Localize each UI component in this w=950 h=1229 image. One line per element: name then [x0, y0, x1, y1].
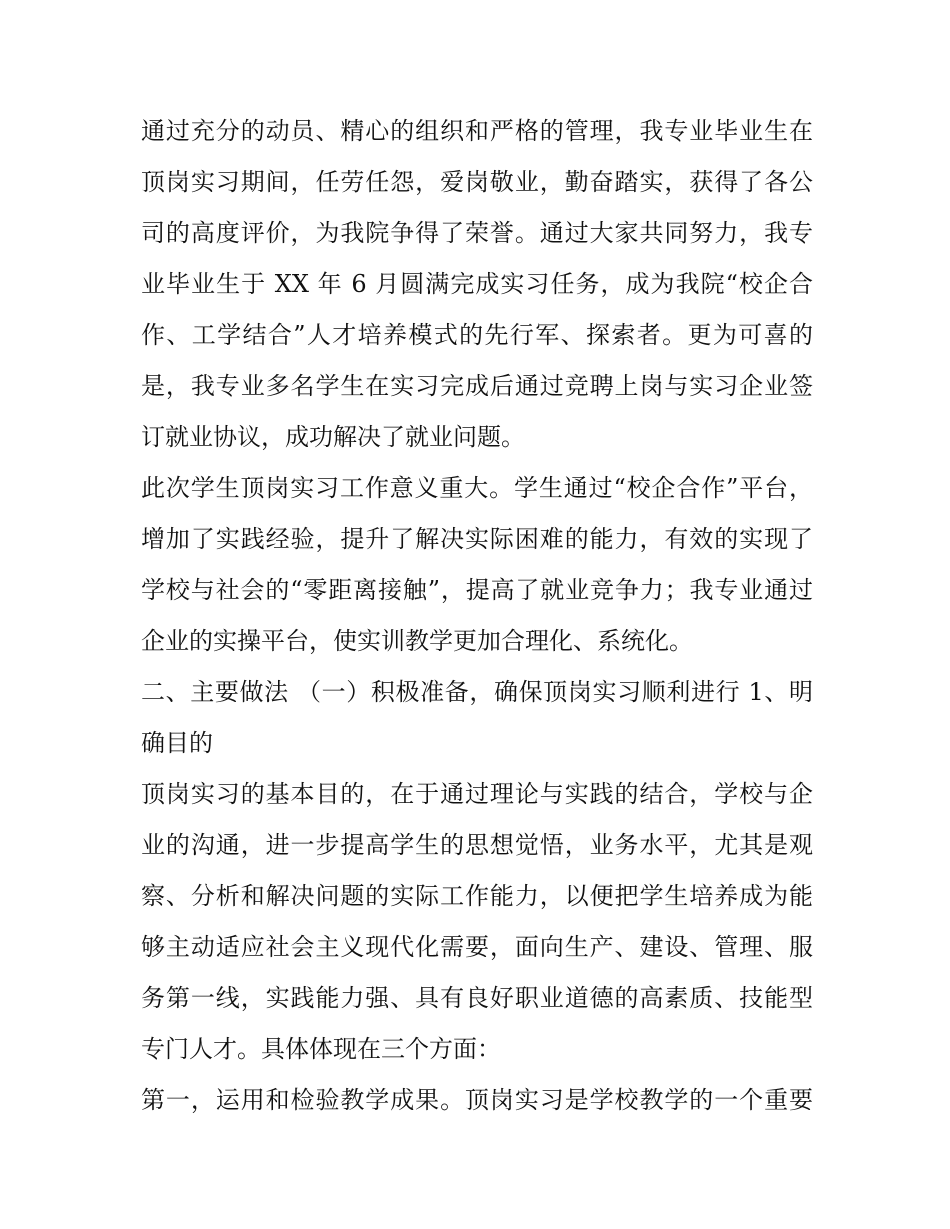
heading-line: 二、主要做法 （一）积极准备，确保顶岗实习顺利进行 1、明	[141, 678, 813, 706]
text-line: 察、分析和解决问题的实际工作能力，以便把学生培养成为能	[141, 882, 813, 910]
text-line: 顶岗实习的基本目的，在于通过理论与实践的结合，学校与企	[141, 780, 813, 808]
document-body	[141, 106, 813, 1126]
text-line: 通过充分的动员、精心的组织和严格的管理，我专业毕业生在	[141, 117, 813, 145]
text-line: 增加了实践经验，提升了解决实际困难的能力，有效的实现了	[141, 525, 813, 553]
heading-line: 确目的	[141, 729, 213, 757]
text-line: 学校与社会的“零距离接触”，提高了就业竞争力；我专业通过	[141, 576, 813, 604]
text-line: 司的高度评价，为我院争得了荣誉。通过大家共同努力，我专	[141, 219, 813, 247]
text-line: 业毕业生于 XX 年 6 月圆满完成实习任务，成为我院“校企合	[141, 270, 813, 298]
paragraph-first-point	[141, 1075, 813, 1126]
text-line: 是，我专业多名学生在实习完成后通过竞聘上岗与实习企业签	[141, 372, 813, 400]
text-line: 作、工学结合”人才培养模式的先行军、探索者。更为可喜的	[141, 321, 813, 349]
text-line: 第一，运用和检验教学成果。顶岗实习是学校教学的一个重要	[141, 1086, 813, 1114]
text-line: 顶岗实习期间，任劳任怨，爱岗敬业，勤奋踏实，获得了各公	[141, 168, 813, 196]
text-line: 够主动适应社会主义现代化需要，面向生产、建设、管理、服	[141, 933, 813, 961]
text-line: 企业的实操平台，使实训教学更加合理化、系统化。	[141, 627, 693, 655]
text-line: 订就业协议，成功解决了就业问题。	[141, 423, 525, 451]
text-line: 专门人才。具体体现在三个方面：	[141, 1035, 501, 1063]
paragraph-significance	[141, 463, 813, 667]
text-line: 业的沟通，进一步提高学生的思想觉悟，业务水平，尤其是观	[141, 831, 813, 859]
paragraph-basic-purpose	[141, 769, 813, 1075]
text-line: 务第一线，实践能力强、具有良好职业道德的高素质、技能型	[141, 984, 813, 1012]
text-line: 此次学生顶岗实习工作意义重大。学生通过“校企合作”平台，	[141, 474, 813, 502]
paragraph-internship-results	[141, 106, 813, 463]
section-heading-main-practices	[141, 667, 813, 769]
